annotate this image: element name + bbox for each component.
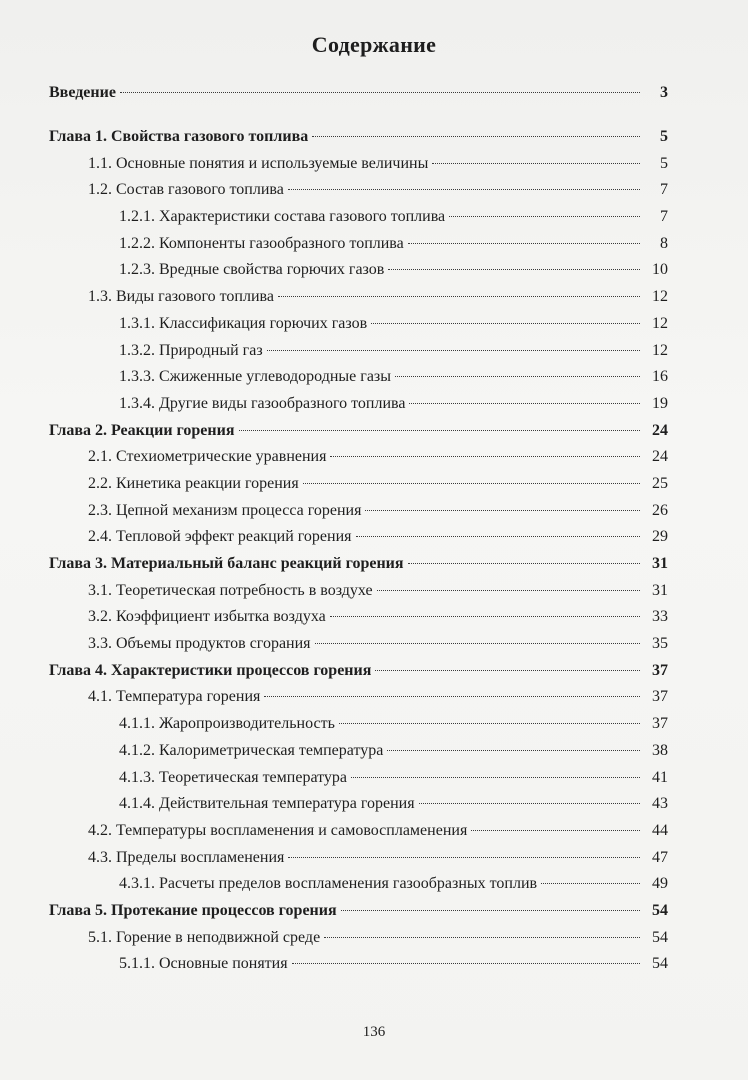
toc-entry-label: 4.2. Температуры воспламенения и самовоспламенения <box>88 821 468 839</box>
toc-entry-page: 16 <box>652 368 668 386</box>
dot-leader <box>351 777 640 778</box>
dot-leader <box>292 963 640 964</box>
toc-entry-label: 1.1. Основные понятия и используемые величины <box>88 154 429 172</box>
toc-section-entry <box>0 582 748 609</box>
dot-leader <box>339 723 640 724</box>
toc-entry-label: 1.3.4. Другие виды газообразного топлива <box>119 394 406 412</box>
toc-entry-label: 1.2. Состав газового топлива <box>88 181 284 199</box>
toc-subsection-entry <box>0 395 748 422</box>
toc-chapter-entry <box>0 128 748 155</box>
toc-section-entry <box>0 849 748 876</box>
toc-entry-label: 5.1.1. Основные понятия <box>119 955 288 973</box>
toc-entry-page: 31 <box>652 581 668 599</box>
toc-entry-page: 7 <box>660 208 668 226</box>
toc-entry-page: 37 <box>652 715 668 733</box>
toc-entry-label: 2.2. Кинетика реакции горения <box>88 474 299 492</box>
dot-leader <box>409 403 640 404</box>
toc-subsection-entry <box>0 368 748 395</box>
toc-section-entry <box>0 475 748 502</box>
toc-entry-label: 5.1. Горение в неподвижной среде <box>88 928 321 946</box>
dot-leader <box>541 883 640 884</box>
toc-entry-label: Глава 2. Реакции горения <box>49 421 235 439</box>
toc-entry-page: 8 <box>660 234 668 252</box>
dot-leader <box>408 243 640 244</box>
dot-leader <box>288 857 640 858</box>
toc-entry-label: 1.3.3. Сжиженные углеводородные газы <box>119 368 391 386</box>
dot-leader <box>278 296 640 297</box>
toc-chapter-entry <box>0 662 748 689</box>
toc-section-entry <box>0 688 748 715</box>
toc-entry-page: 12 <box>652 314 668 332</box>
dot-leader <box>388 269 640 270</box>
toc-entry-page: 54 <box>652 928 668 946</box>
toc-section-entry <box>0 448 748 475</box>
toc-entry-label: 4.1.4. Действительная температура горения <box>119 795 415 813</box>
dot-leader <box>432 163 640 164</box>
toc-section-entry <box>0 608 748 635</box>
toc-entry-page: 54 <box>652 901 668 919</box>
dot-leader <box>356 536 641 537</box>
toc-entry-label: 3.3. Объемы продуктов сгорания <box>88 635 311 653</box>
toc-entry-page: 54 <box>652 955 668 973</box>
dot-leader <box>330 456 640 457</box>
toc-entry-page: 10 <box>652 261 668 279</box>
toc-subsection-entry <box>0 342 748 369</box>
dot-leader <box>371 323 640 324</box>
toc-entry-label: 2.1. Стехиометрические уравнения <box>88 448 327 466</box>
dot-leader <box>449 216 640 217</box>
dot-leader <box>365 510 640 511</box>
toc-entry-label: 2.4. Тепловой эффект реакций горения <box>88 528 352 546</box>
dot-leader <box>264 696 640 697</box>
toc-entry-label: 3.2. Коэффициент избытка воздуха <box>88 608 326 626</box>
toc-section-entry <box>0 822 748 849</box>
toc-entry-page: 44 <box>652 821 668 839</box>
toc-entry-label: 4.1. Температура горения <box>88 688 261 706</box>
dot-leader <box>408 563 640 564</box>
dot-leader <box>341 910 640 911</box>
toc-subsection-entry <box>0 208 748 235</box>
toc-subsection-entry <box>0 261 748 288</box>
dot-leader <box>387 750 640 751</box>
table-of-contents <box>0 84 748 982</box>
toc-entry-page: 43 <box>652 795 668 813</box>
dot-leader <box>315 643 640 644</box>
toc-entry-page: 29 <box>652 528 668 546</box>
toc-entry-page: 12 <box>652 341 668 359</box>
toc-entry-label: Глава 1. Свойства газового топлива <box>49 128 309 145</box>
toc-entry-label: 1.3.1. Классификация горючих газов <box>119 314 368 332</box>
toc-subsection-entry <box>0 795 748 822</box>
toc-entry-page: 37 <box>652 688 668 706</box>
toc-section-entry <box>0 528 748 555</box>
toc-subsection-entry <box>0 955 748 982</box>
toc-entry-label: 2.3. Цепной механизм процесса горения <box>88 501 362 519</box>
toc-entry-label: 1.2.1. Характеристики состава газового топлива <box>119 208 446 226</box>
toc-chapter-entry <box>0 902 748 929</box>
toc-entry-page: 47 <box>652 848 668 866</box>
dot-leader <box>471 830 640 831</box>
toc-subsection-entry <box>0 315 748 342</box>
dot-leader <box>239 430 641 431</box>
dot-leader <box>377 590 640 591</box>
toc-entry-label: Глава 4. Характеристики процессов горения <box>49 661 372 679</box>
toc-entry-label: Введение <box>49 84 116 101</box>
toc-entry-page: 24 <box>652 421 668 439</box>
toc-entry-page: 12 <box>652 288 668 306</box>
toc-entry-label: 4.1.1. Жаропроизводительность <box>119 715 335 733</box>
toc-entry-page: 26 <box>652 501 668 519</box>
toc-entry-page: 24 <box>652 448 668 466</box>
toc-entry-label: Глава 3. Материальный баланс реакций горения <box>49 555 404 572</box>
toc-subsection-entry <box>0 769 748 796</box>
toc-entry-page: 5 <box>660 128 668 145</box>
toc-entry-label: 4.1.2. Калориметрическая температура <box>119 741 384 759</box>
page-number: 136 <box>362 1024 386 1040</box>
toc-entry-page: 38 <box>652 741 668 759</box>
toc-chapter-entry <box>0 84 748 128</box>
dot-leader <box>324 937 640 938</box>
toc-entry-label: 4.3. Пределы воспламенения <box>88 848 285 866</box>
toc-section-entry <box>0 502 748 529</box>
toc-subsection-entry <box>0 742 748 769</box>
toc-entry-page: 49 <box>652 875 668 893</box>
toc-section-entry <box>0 635 748 662</box>
toc-chapter-entry <box>0 422 748 449</box>
toc-entry-page: 7 <box>660 181 668 199</box>
dot-leader <box>330 616 640 617</box>
toc-entry-page: 3 <box>660 84 668 101</box>
toc-entry-label: 1.3. Виды газового топлива <box>88 288 274 306</box>
dot-leader <box>419 803 640 804</box>
toc-section-entry <box>0 288 748 315</box>
toc-entry-page: 5 <box>660 154 668 172</box>
toc-section-entry <box>0 155 748 182</box>
toc-chapter-entry <box>0 555 748 582</box>
toc-entry-label: 4.1.3. Теоретическая температура <box>119 768 348 786</box>
toc-section-entry <box>0 181 748 208</box>
dot-leader <box>375 670 640 671</box>
toc-entry-label: 4.3.1. Расчеты пределов воспламенения газообразных топлив <box>119 875 538 893</box>
toc-title: Содержание <box>311 32 437 57</box>
toc-entry-label: Глава 5. Протекание процессов горения <box>49 901 337 919</box>
toc-entry-label: 1.3.2. Природный газ <box>119 341 263 359</box>
toc-section-entry <box>0 929 748 956</box>
toc-entry-label: 1.2.2. Компоненты газообразного топлива <box>119 234 404 252</box>
dot-leader <box>395 376 640 377</box>
dot-leader <box>288 189 640 190</box>
toc-entry-page: 35 <box>652 635 668 653</box>
toc-subsection-entry <box>0 875 748 902</box>
toc-entry-page: 19 <box>652 394 668 412</box>
dot-leader <box>312 136 640 137</box>
dot-leader <box>267 350 640 351</box>
dot-leader <box>120 92 640 93</box>
toc-entry-page: 31 <box>652 555 668 572</box>
toc-subsection-entry <box>0 715 748 742</box>
toc-entry-page: 37 <box>652 661 668 679</box>
toc-subsection-entry <box>0 235 748 262</box>
toc-entry-page: 33 <box>652 608 668 626</box>
toc-entry-label: 3.1. Теоретическая потребность в воздухе <box>88 581 373 599</box>
toc-entry-page: 25 <box>652 474 668 492</box>
toc-entry-page: 41 <box>652 768 668 786</box>
dot-leader <box>303 483 640 484</box>
toc-entry-label: 1.2.3. Вредные свойства горючих газов <box>119 261 385 279</box>
